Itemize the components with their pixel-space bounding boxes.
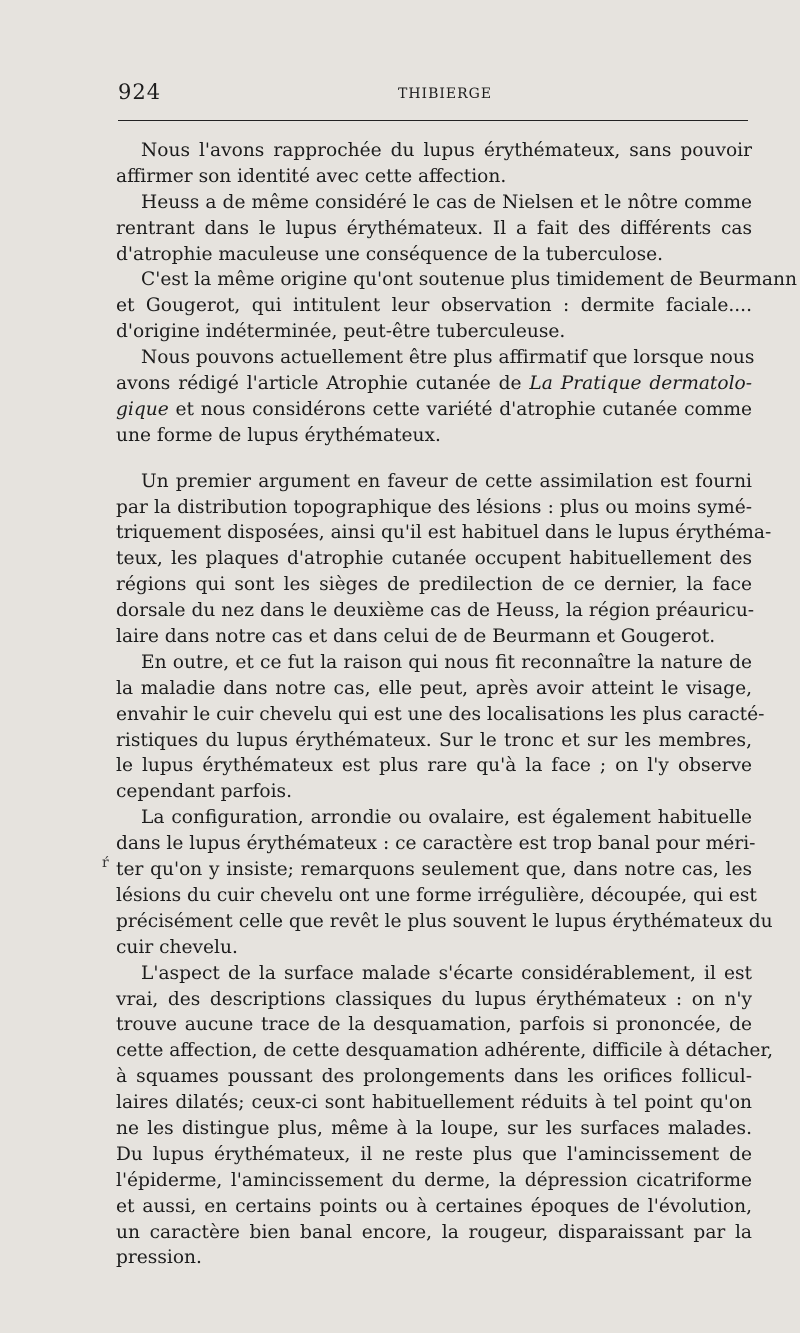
text-line: dans le lupus érythémateux : ce caractère est trop banal pour méri- <box>116 833 756 855</box>
text-line: d'origine indéterminée, peut-être tuberculeuse. <box>116 321 566 343</box>
text-line: d'atrophie maculeuse une conséquence de la tuberculose. <box>116 243 664 265</box>
book-title-italic: La Pratique dermatolo- <box>529 373 752 395</box>
text-line: cuir chevelu. <box>116 936 238 958</box>
text-line: par la distribution topographique des lésions : plus ou moins symé- <box>116 496 752 518</box>
text-line: et aussi, en certains points ou à certaines époques de l'évolution, <box>116 1195 752 1217</box>
text-line: trouve aucune trace de la desquamation, parfois si prononcée, de <box>116 1014 752 1036</box>
text-line: envahir le cuir chevelu qui est une des localisations les plus caracté- <box>116 703 765 725</box>
text-line: la maladie dans notre cas, elle peut, après avoir atteint le visage, <box>116 677 752 699</box>
text-line: Un premier argument en faveur de cette assimilation est fourni <box>141 470 752 492</box>
page-header <box>118 76 748 116</box>
text-line: cependant parfois. <box>116 781 292 803</box>
text-line: C'est la même origine qu'ont soutenue plus timidement de Beurmann <box>141 269 797 291</box>
text-line: l'épiderme, l'amincissement du derme, la dépression cicatriforme <box>116 1169 752 1191</box>
text-line: laire dans notre cas et dans celui de de Beurmann et Gougerot. <box>116 626 716 648</box>
text-line: vrai, des descriptions classiques du lupus érythémateux : on n'y <box>116 988 752 1010</box>
text-line: précisément celle que revêt le plus souvent le lupus érythémateux du <box>116 910 773 932</box>
text-line: ter qu'on y insiste; remarquons seulement que, dans notre cas, les <box>116 859 752 881</box>
text-line: dorsale du nez dans le deuxième cas de Heuss, la région préauricu- <box>116 600 755 622</box>
text-line: teux, les plaques d'atrophie cutanée occupent habituellement des <box>116 548 752 570</box>
text-segment: avons rédigé l'article Atrophie cutanée de <box>116 373 530 395</box>
text-line: En outre, et ce fut la raison qui nous fit reconnaître la nature de <box>141 651 752 673</box>
body-text <box>116 138 797 1271</box>
text-line: laires dilatés; ceux-ci sont habituellement réduits à tel point qu'on <box>116 1092 752 1114</box>
running-head: THIBIERGE <box>398 86 493 102</box>
text-line: Heuss a de même considéré le cas de Nielsen et le nôtre comme <box>141 191 752 213</box>
text-line: le lupus érythémateux est plus rare qu'à la face ; on l'y observe <box>116 755 752 777</box>
text-line: ristiques du lupus érythémateux. Sur le tronc et sur les membres, <box>116 729 752 751</box>
text-line: ne les distingue plus, même à la loupe, sur les surfaces malades. <box>116 1117 752 1139</box>
text-line: Nous l'avons rapprochée du lupus érythémateux, sans pouvoir <box>141 140 752 161</box>
book-title-italic: gique <box>116 398 169 420</box>
text-line: et Gougerot, qui intitulent leur observation : dermite faciale.... <box>116 295 752 317</box>
margin-mark: ŕ <box>102 855 109 871</box>
text-line <box>116 397 752 423</box>
text-line: un caractère bien banal encore, la rougeur, disparaissant par la <box>116 1221 752 1243</box>
text-line: L'aspect de la surface malade s'écarte considérablement, il est <box>141 962 752 984</box>
text-line: Nous pouvons actuellement être plus affirmatif que lorsque nous <box>141 347 755 369</box>
text-line <box>116 371 752 397</box>
text-line: à squames poussant des prolongements dans les orifices follicul- <box>116 1066 752 1088</box>
text-line: triquement disposées, ainsi qu'il est habituel dans le lupus érythéma- <box>116 522 772 544</box>
text-line: Du lupus érythémateux, il ne reste plus que l'amincissement de <box>116 1143 752 1165</box>
text-line: cette affection, de cette desquamation adhérente, difficile à détacher, <box>116 1040 774 1062</box>
section-gap <box>116 449 752 469</box>
text-line: lésions du cuir chevelu ont une forme irrégulière, découpée, qui est <box>116 884 757 906</box>
text-line: régions qui sont les sièges de predilection de ce dernier, la face <box>116 574 752 596</box>
text-segment: et nous considérons cette variété d'atrophie cutanée comme <box>168 398 752 420</box>
text-line: pression. <box>116 1247 202 1269</box>
text-line: rentrant dans le lupus érythémateux. Il a fait des différents cas <box>116 217 752 239</box>
header-rule <box>118 120 748 121</box>
text-line: affirmer son identité avec cette affection. <box>116 165 507 187</box>
page-number: 924 <box>118 80 162 104</box>
text-line: La configuration, arrondie ou ovalaire, est également habituelle <box>141 807 752 829</box>
text-line: une forme de lupus érythémateux. <box>116 424 441 446</box>
